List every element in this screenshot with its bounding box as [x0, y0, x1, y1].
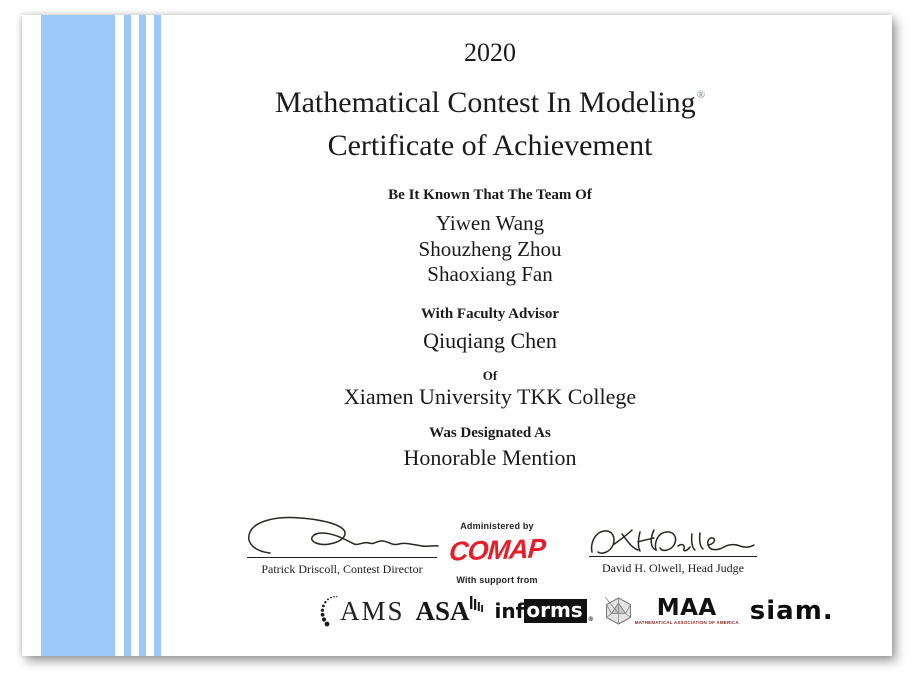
administered-by-label: Administered by — [460, 521, 534, 531]
designation-name: Honorable Mention — [403, 444, 577, 470]
contest-title-text: Mathematical Contest In Modeling — [274, 86, 696, 119]
director-signature-icon — [242, 513, 442, 557]
certificate — [22, 15, 892, 656]
team-intro-label: Be It Known That The Team Of — [388, 187, 592, 203]
registered-trademark-icon: ® — [696, 89, 706, 101]
sponsor-logos — [320, 593, 834, 629]
team-member-name: Shouzheng Zhou — [418, 236, 562, 261]
team-member-name: Shaoxiang Fan — [427, 262, 553, 286]
designation-label: Was Designated As — [429, 424, 551, 441]
registered-trademark-icon: ® — [587, 616, 594, 623]
contest-director-signature-block — [222, 513, 462, 577]
signature-line — [589, 556, 757, 557]
support-from-label: With support from — [456, 575, 538, 585]
asa-logo-text: ASA — [415, 595, 470, 626]
ams-logo-text: AMS — [340, 595, 405, 626]
signature-line — [247, 557, 437, 558]
maa-icosahedron-icon — [605, 597, 632, 625]
maa-logo-text: MAA — [656, 594, 717, 621]
advisor-name: Qiuqiang Chen — [423, 327, 557, 353]
maa-caption: MATHEMATICAL ASSOCIATION OF AMERICA — [634, 619, 739, 625]
advisor-label: With Faculty Advisor — [420, 305, 560, 322]
head-judge-signature-block — [558, 520, 788, 576]
maa-text-block — [634, 594, 739, 626]
maa-logo — [605, 594, 739, 626]
of-label: Of — [482, 367, 498, 383]
informs-logo-box: orms — [524, 599, 586, 623]
contest-title — [90, 74, 890, 124]
team-member-name: Yiwen Wang — [435, 211, 545, 235]
ams-logo — [320, 595, 405, 627]
siam-logo: siam. — [749, 596, 834, 626]
informs-logo — [495, 599, 594, 623]
asa-bars-icon — [470, 596, 484, 616]
team-members — [90, 211, 890, 288]
ams-dotted-arc-icon — [320, 595, 338, 627]
certificate-title: Certificate of Achievement — [327, 129, 653, 162]
contest-year: 2020 — [464, 38, 516, 67]
contest-director-caption: Patrick Driscoll, Contest Director — [261, 562, 423, 576]
head-judge-caption: David H. Olwell, Head Judge — [602, 561, 744, 575]
institution-name: Xiamen University TKK College — [343, 383, 637, 409]
comap-logo: COMAP — [448, 533, 546, 567]
informs-logo-prefix: inf — [494, 599, 525, 623]
certificate-body — [90, 15, 890, 471]
comap-block — [432, 520, 562, 586]
asa-logo — [416, 596, 484, 627]
judge-signature-icon — [588, 520, 758, 560]
